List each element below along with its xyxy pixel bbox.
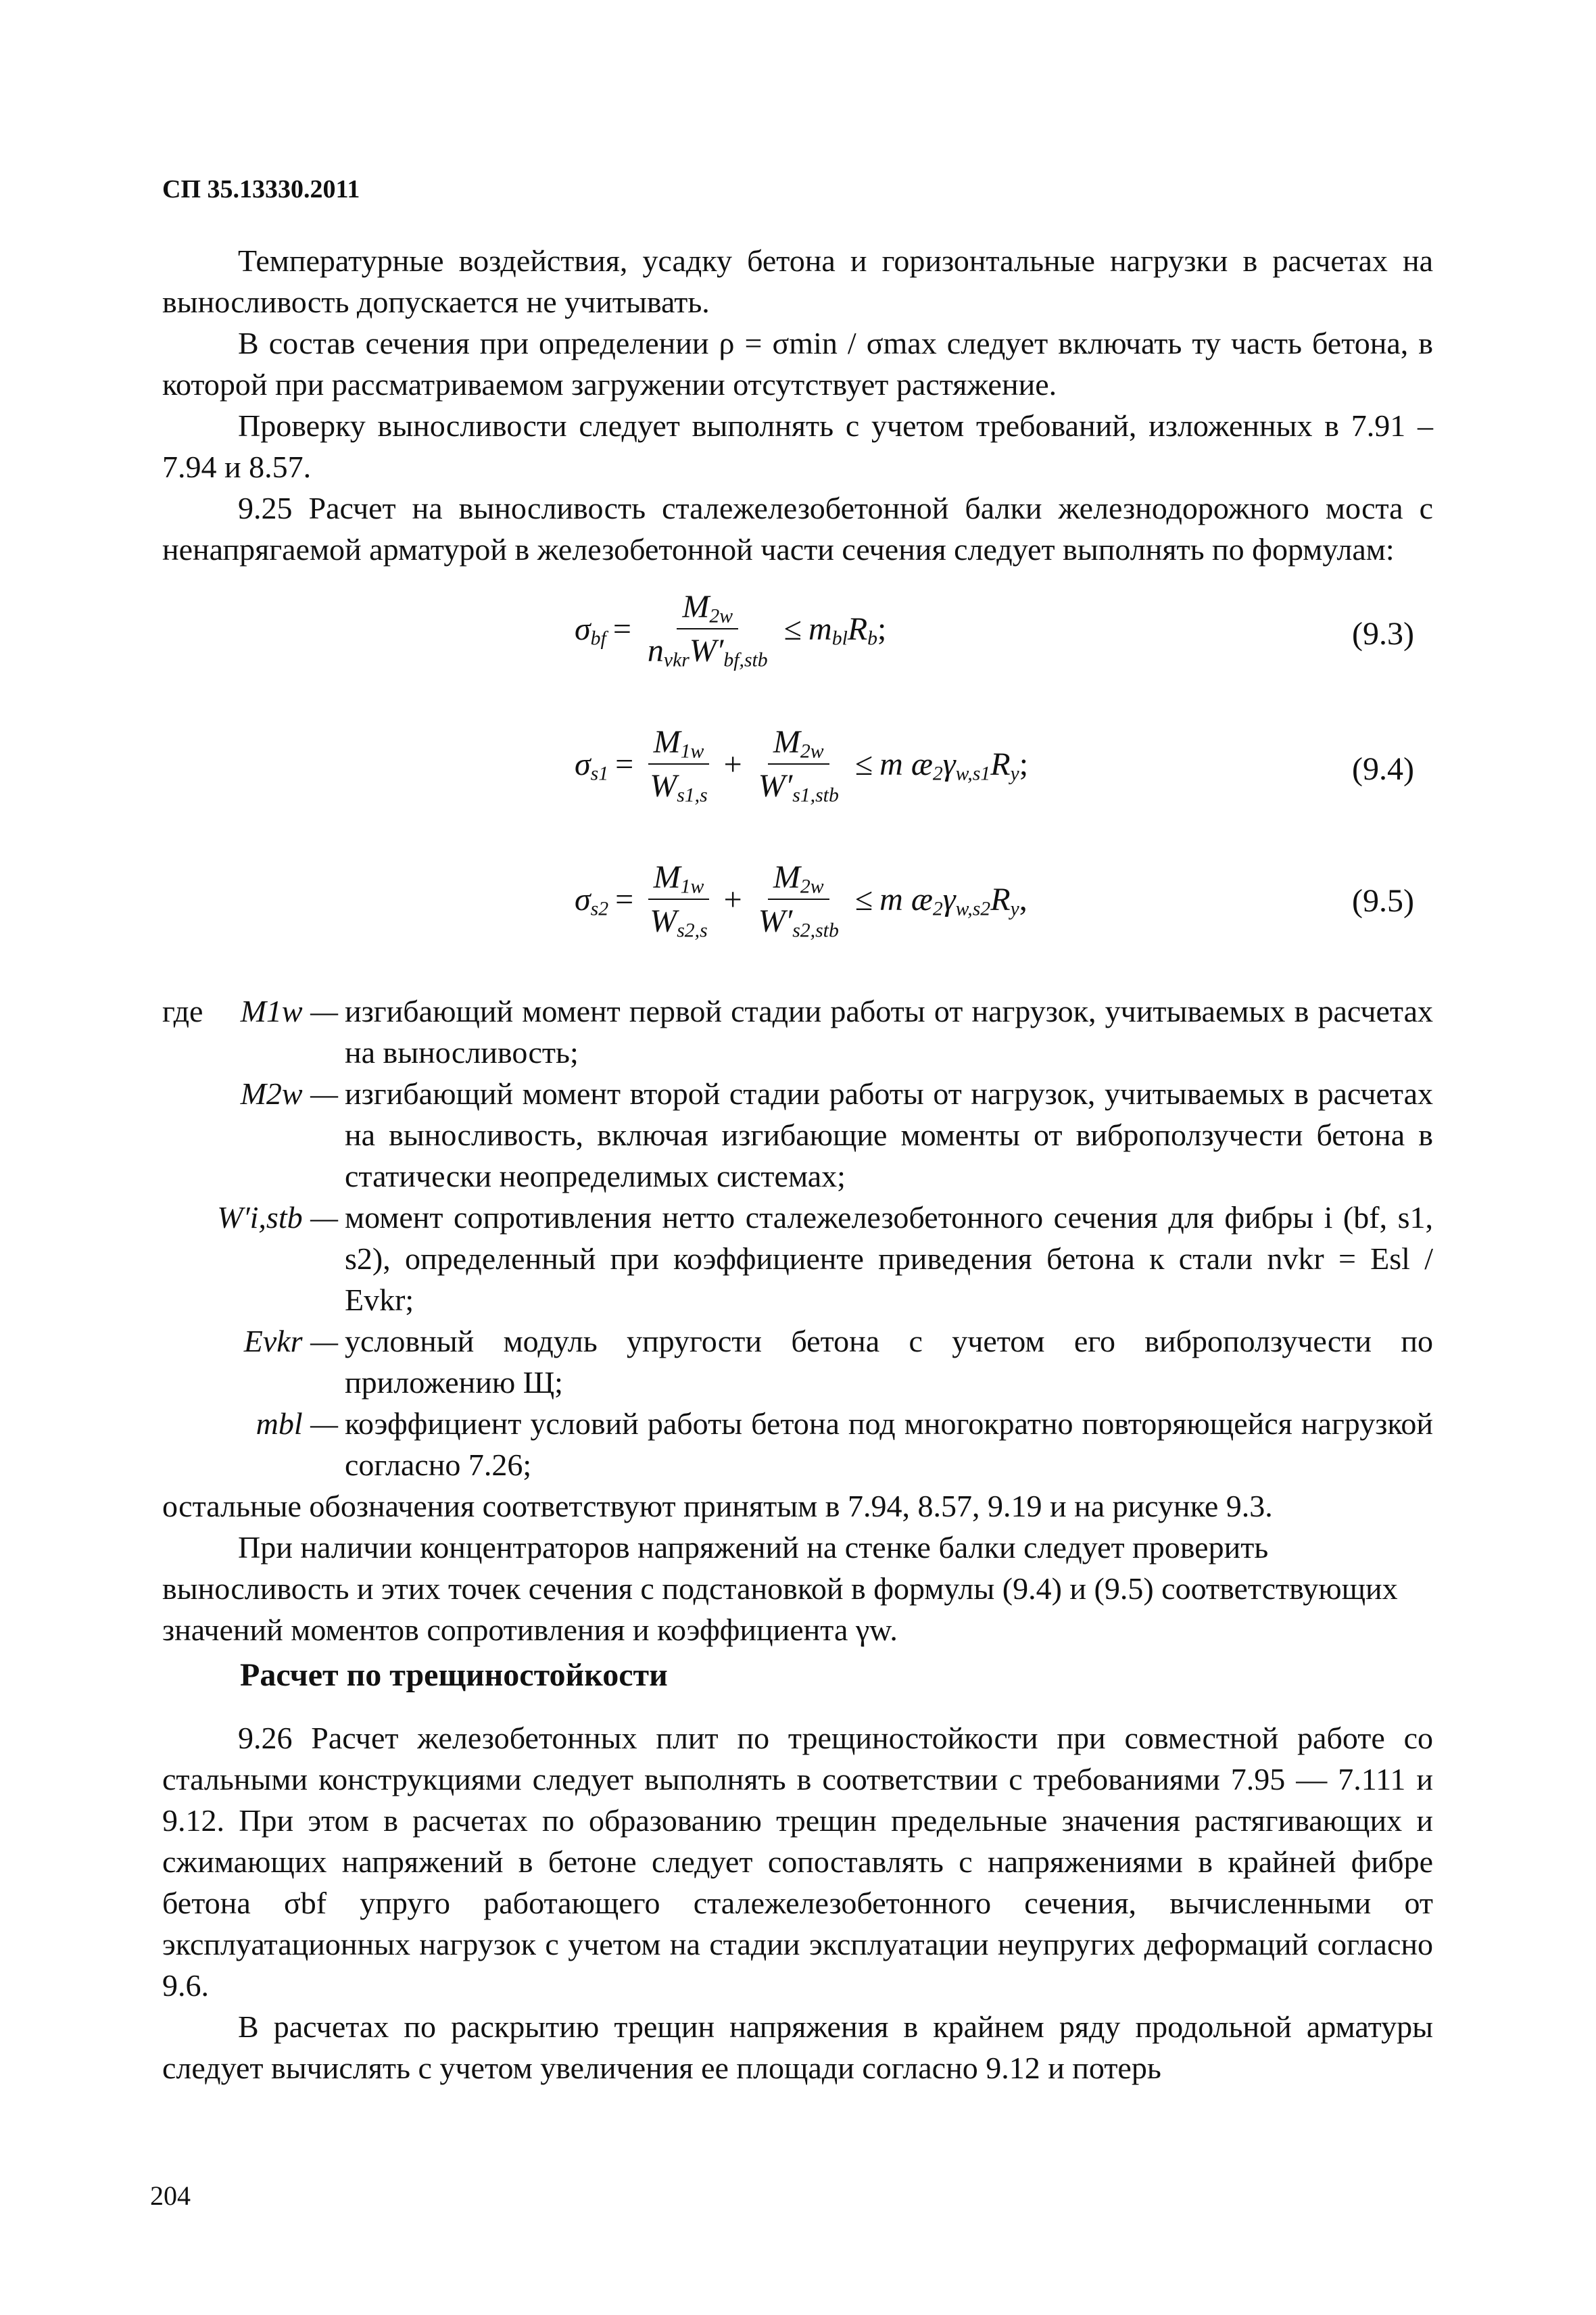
- legend-item: [162, 1320, 1433, 1403]
- formula-9-3-number: (9.3): [1352, 616, 1414, 652]
- legend-symbol: mbl —: [256, 1406, 338, 1441]
- symbol-legend: [162, 991, 1433, 1650]
- legend-symbol: M1w —: [240, 994, 338, 1028]
- formula-9-5: $\sigma_{s2}$ = $\frac{M_{1w}}{W_{s2,s}}$ + $\frac{M_{2w}}{W'_{s2,stb}}$ ≤ m $æ_2\gamma_{w,s2}R_y$ ,: [575, 859, 1027, 942]
- legend-item: [162, 1197, 1433, 1320]
- legend-item: [162, 1403, 1433, 1485]
- paragraph-concentrators: При наличии концентраторов напряжений на стенке балки следует проверить выносливость и этих точек сечения с подстановкой в формулы (9.4) и (9.5) соответствующих значений моментов сопротивления и коэффициента γw.: [162, 1530, 1398, 1647]
- paragraph-9-26: 9.26 Расчет железобетонных плит по трещиностойкости при совместной работе со стальными конструкциями следует выполнять в соответствии с требованиями 7.95 — 7.111 и 9.12. При этом в расчетах по образованию трещин предельные значения растягивающих и сжимающих напряжений в бетоне следует сопоставлять с напряжениями в крайней фибре бетона σbf упруго работающего сталежелезобетонного сечения, вычисленными от эксплуатационных нагрузок с учетом на стадии эксплуатации неупругих деформаций согласно 9.6.: [162, 1721, 1433, 2003]
- legend-symbol: M2w —: [240, 1076, 338, 1111]
- paragraph-check-requirements: Проверку выносливости следует выполнять с учетом требований, изложенных в 7.91 – 7.94 и 8.57.: [162, 408, 1433, 484]
- crack-resistance-text: [162, 1717, 1433, 2089]
- legend-item: [162, 1073, 1433, 1197]
- formula-9-4: $\sigma_{s1}$ = $\frac{M_{1w}}{W_{s1,s}}$ + $\frac{M_{2w}}{W'_{s1,stb}}$ ≤ m $æ_2\gamma_{w,s1}R_y$ ;: [575, 724, 1029, 807]
- formula-9-5-number: (9.5): [1352, 883, 1414, 919]
- paragraph-9-25: 9.25 Расчет на выносливость сталежелезобетонной балки железнодорожного моста с ненапрягаемой арматурой в железобетонной части сечения следует выполнять по формулам:: [162, 491, 1433, 567]
- legend-outro: остальные обозначения соответствуют принятым в 7.94, 8.57, 9.19 и на рисунке 9.3.: [162, 1489, 1273, 1523]
- formula-9-3: $\sigma_{bf}$ = $\frac{M_{2w}}{n_{vkr}W'_{bf,stb}}$ ≤ $m_{bl}R_b$ ;: [575, 589, 887, 671]
- paragraph-temperature: Температурные воздействия, усадку бетона и горизонтальные нагрузки в расчетах на выносливость допускается не учитывать.: [162, 243, 1433, 319]
- legend-description: условный модуль упругости бетона с учетом его виброползучести по приложению Щ;: [345, 1324, 1433, 1400]
- legend-item: [162, 991, 1433, 1073]
- document-code: СП 35.13330.2011: [162, 175, 360, 204]
- legend-description: изгибающий момент первой стадии работы от нагрузок, учитываемых в расчетах на выносливость;: [345, 994, 1433, 1070]
- paragraph-section-composition: В состав сечения при определении ρ = σmin / σmax следует включать ту часть бетона, в которой при рассматриваемом загружении отсутствует растяжение.: [162, 326, 1433, 402]
- legend-intro: где: [162, 994, 203, 1028]
- intro-text-block: [162, 240, 1433, 570]
- legend-symbol: W′i,stb —: [217, 1200, 338, 1235]
- section-heading-crack-resistance: Расчет по трещиностойкости: [240, 1657, 668, 1693]
- page-number: 204: [150, 2180, 191, 2211]
- legend-description: момент сопротивления нетто сталежелезобетонного сечения для фибры i (bf, s1, s2), определенный при коэффициенте приведения бетона к стали nvkr = Esl / Evkr;: [345, 1200, 1433, 1317]
- paragraph-crack-opening: В расчетах по раскрытию трещин напряжения в крайнем ряду продольной арматуры следует вычислять с учетом увеличения ее площади согласно 9.12 и потерь: [162, 2009, 1433, 2085]
- formula-9-4-number: (9.4): [1352, 751, 1414, 787]
- legend-symbol: Evkr —: [243, 1324, 338, 1358]
- legend-description: коэффициент условий работы бетона под многократно повторяющейся нагрузкой согласно 7.26;: [345, 1406, 1433, 1482]
- legend-description: изгибающий момент второй стадии работы от нагрузок, учитываемых в расчетах на выносливость, включая изгибающие моменты от виброползучести бетона в статически неопределимых системах;: [345, 1076, 1433, 1193]
